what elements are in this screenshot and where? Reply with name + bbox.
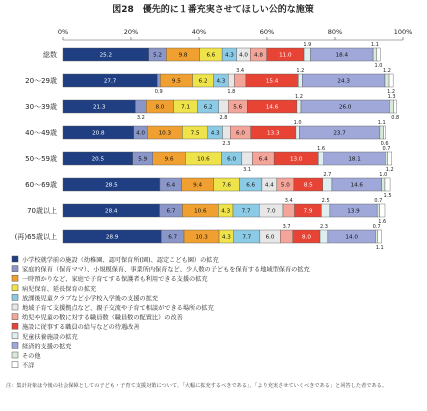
legend-swatch	[12, 333, 18, 339]
bar-segment	[298, 74, 302, 87]
bar-segment	[373, 48, 377, 61]
data-label: 9.4	[193, 182, 203, 189]
bar-segment	[157, 74, 160, 87]
category-labels	[15, 50, 57, 241]
data-label: 10.3	[195, 234, 208, 241]
data-label: 27.7	[103, 78, 117, 85]
data-label: 2.5	[321, 198, 330, 204]
bar-segment	[321, 204, 330, 217]
legend-label: 経済的支援の拡充	[22, 343, 72, 351]
data-label: 11.0	[279, 52, 292, 59]
data-label: 1.2	[294, 94, 303, 100]
data-label: 25.2	[99, 52, 113, 59]
category-label: (再)65歳以上	[14, 233, 57, 241]
legend-swatch	[12, 256, 18, 262]
chart-title: 図28 優先的に１番充実させてほしい公的な施策	[112, 5, 314, 15]
data-label: 23.7	[333, 130, 346, 137]
footnote: 注：集計対象は今後の社会保障としての子ども・子育て支援対策について、「大幅に拡充するべきである」、「より充実させていくべきである」と回答した者である。	[6, 383, 388, 389]
legend-swatch	[12, 362, 18, 368]
data-label: 28.4	[105, 208, 118, 215]
data-label: 6.7	[166, 208, 176, 215]
data-label: 18.1	[348, 156, 361, 163]
data-label: 13.9	[347, 208, 360, 215]
data-label: 1.0	[379, 172, 388, 178]
data-label: 3.7	[282, 224, 291, 230]
data-label: 6.0	[227, 156, 237, 163]
bar-segment	[382, 178, 385, 191]
bar-segment	[380, 126, 384, 139]
legend-swatch	[12, 266, 18, 272]
data-label: 7.7	[242, 234, 252, 241]
x-tick-label: 100%	[393, 28, 413, 36]
data-label: 1.3	[387, 94, 396, 100]
data-label: 3.2	[136, 115, 145, 121]
data-label: 1.2	[383, 68, 391, 74]
legend-swatch	[12, 304, 18, 310]
data-label: 14.6	[350, 182, 363, 189]
data-label: 28.5	[105, 182, 118, 189]
legend-label: 不詳	[22, 362, 35, 370]
data-label: 1.1	[370, 42, 379, 48]
data-labels	[92, 42, 400, 251]
data-label: 1.6	[378, 219, 387, 225]
bar-segment	[384, 126, 386, 139]
legend-swatch	[12, 323, 18, 329]
data-label: 7.1	[181, 104, 191, 111]
category-label: 60～69歳	[25, 181, 57, 189]
data-label: 0.7	[382, 146, 391, 152]
legend-label: 病児保育、延長保育の拡充	[22, 285, 97, 293]
legend-label: 幼児や児童の数に対する職員数（職員数の配置比）の改善	[22, 314, 183, 322]
category-label: 70歳以上	[27, 207, 57, 215]
data-label: 15.4	[265, 78, 279, 85]
data-label: 6.7	[168, 234, 178, 241]
bar-segment	[323, 178, 332, 191]
data-label: 14.0	[345, 234, 358, 241]
bar-segment	[389, 74, 393, 87]
legend-swatch	[12, 294, 18, 300]
data-label: 1.2	[296, 68, 305, 74]
category-label: 20～29歳	[25, 77, 57, 85]
data-label: 10.3	[158, 130, 172, 137]
data-label: 5.9	[138, 156, 148, 163]
data-label: 7.5	[190, 130, 200, 137]
data-label: 24.3	[337, 78, 350, 85]
data-label: 4.0	[136, 130, 145, 137]
data-label: 7.7	[241, 208, 251, 215]
data-label: 2.8	[219, 115, 228, 121]
data-label: 6.0	[236, 130, 245, 137]
data-label: 0.7	[374, 198, 383, 204]
data-label: 5.2	[153, 52, 162, 59]
data-label: 1.5	[383, 193, 392, 199]
data-label: 20.5	[91, 156, 105, 163]
data-label: 6.4	[258, 156, 268, 163]
legend-label: 児童扶養施設の拡充	[22, 333, 78, 341]
data-label: 4.0	[239, 52, 248, 59]
legend-swatch	[12, 342, 18, 348]
data-label: 4.3	[210, 130, 220, 137]
data-label: 26.0	[338, 104, 352, 111]
bar-segment	[394, 100, 397, 113]
data-label: 1.6	[317, 146, 326, 152]
data-label: 0.9	[154, 89, 163, 95]
data-label: 18.4	[335, 52, 349, 59]
bar-segment	[283, 204, 295, 217]
data-label: 3.4	[284, 198, 293, 204]
x-tick-label: 40%	[191, 28, 207, 36]
category-label: 50～59歳	[25, 155, 57, 163]
legend-label: 放課後児童クラブなど小学校入学後の支援の拡充	[22, 295, 159, 303]
legend	[12, 256, 310, 370]
legend-label: その他	[22, 353, 41, 360]
legend-label: 地域子育て支援拠点など、親子交流や子育て相談ができる場所の拡充	[22, 305, 214, 312]
bar-segment	[380, 204, 385, 217]
data-label: 7.0	[266, 208, 276, 215]
data-label: 8.0	[301, 234, 311, 241]
data-label: 4.8	[254, 52, 263, 59]
data-label: 1.0	[374, 63, 383, 69]
data-label: 6.0	[265, 234, 275, 241]
bar-segment	[296, 126, 299, 139]
bar-segment	[385, 178, 390, 191]
bar-segment	[377, 48, 380, 61]
bar-segment	[234, 74, 246, 87]
data-label: 5.6	[233, 104, 243, 111]
data-label: 6.4	[166, 182, 176, 189]
data-label: 3.1	[243, 167, 252, 173]
data-label: 6.6	[246, 182, 256, 189]
data-label: 9.6	[164, 156, 174, 163]
data-label: 28.9	[105, 234, 119, 241]
bar-segment	[228, 74, 234, 87]
data-label: 1.0	[293, 120, 302, 126]
bar-segment	[389, 100, 393, 113]
data-label: 6.2	[198, 78, 208, 85]
category-label: 30～39歳	[25, 103, 57, 111]
data-label: 7.6	[222, 182, 231, 189]
bar-segment	[318, 152, 323, 165]
x-tick-label: 0%	[57, 28, 69, 36]
data-label: 14.6	[265, 104, 279, 111]
data-label: 6.2	[203, 104, 213, 111]
data-label: 0.8	[391, 115, 400, 121]
bar-segment	[280, 230, 293, 243]
x-tick-label: 20%	[123, 28, 139, 36]
data-label: 4.3	[221, 234, 231, 241]
bar-segment	[219, 100, 229, 113]
data-label: 2.3	[319, 224, 328, 230]
data-label: 21.3	[92, 104, 106, 111]
bar-segment	[222, 126, 230, 139]
data-label: 2.7	[323, 172, 332, 178]
data-label: 3.4	[236, 68, 245, 74]
data-label: 8.0	[155, 104, 165, 111]
data-label: 1.8	[227, 89, 236, 95]
bar-segment	[378, 230, 382, 243]
bar-segment	[375, 230, 377, 243]
data-label: 1.1	[377, 120, 386, 126]
data-label: 13.3	[267, 130, 280, 137]
data-label: 9.5	[171, 78, 181, 85]
category-label: 総数	[43, 51, 57, 59]
bar-segment	[385, 152, 387, 165]
data-label: 4.3	[216, 78, 226, 85]
bar-segment	[304, 48, 310, 61]
data-label: 5.0	[280, 182, 290, 189]
legend-swatch	[12, 285, 18, 291]
data-label: 4.3	[224, 52, 234, 59]
data-label: 2.3	[222, 141, 231, 147]
data-label: 20.8	[92, 130, 105, 137]
data-label: 1.2	[385, 167, 394, 173]
bar-segment	[242, 152, 253, 165]
legend-label: 施設に従事する職員の給与などの待遇改善	[22, 324, 140, 332]
data-label: 7.9	[303, 208, 313, 215]
bar-segment	[388, 152, 392, 165]
data-label: 1.9	[303, 42, 312, 48]
x-tick-label: 80%	[327, 28, 343, 36]
category-label: 40～49歳	[25, 129, 57, 137]
legend-label: 家庭的保育（保育ママ）、小規模保育、事業所内保育など、少人数の子どもを保育する地域型保育の拡充	[22, 266, 310, 274]
legend-label: 一時預かりなど、家庭で子育てする保護者も利用できる支援の拡充	[22, 276, 208, 284]
bar-segment	[385, 74, 389, 87]
data-label: 8.5	[303, 182, 313, 189]
legend-swatch	[12, 352, 18, 358]
data-label: 13.0	[290, 156, 303, 163]
data-label: 6.6	[206, 52, 216, 59]
data-label: 1.1	[375, 245, 384, 251]
legend-swatch	[12, 314, 18, 320]
data-label: 0.6	[380, 141, 389, 147]
data-label: 1.2	[387, 89, 396, 95]
data-label: 4.4	[264, 182, 274, 189]
bar-segment	[377, 204, 379, 217]
bar-segment	[297, 100, 301, 113]
data-label: 0.7	[372, 224, 381, 230]
x-tick-label: 60%	[259, 28, 275, 36]
data-label: 10.6	[194, 208, 207, 215]
bar-segment	[320, 230, 328, 243]
data-label: 4.3	[221, 208, 231, 215]
data-label: 9.8	[178, 52, 188, 59]
bar-segment	[135, 100, 146, 113]
legend-swatch	[12, 275, 18, 281]
legend-label: 小学校就学前の施設（幼稚園、認可保育所(園)、認定こども園）の拡充	[22, 257, 219, 264]
x-axis	[58, 28, 412, 40]
data-label: 10.6	[197, 156, 210, 163]
